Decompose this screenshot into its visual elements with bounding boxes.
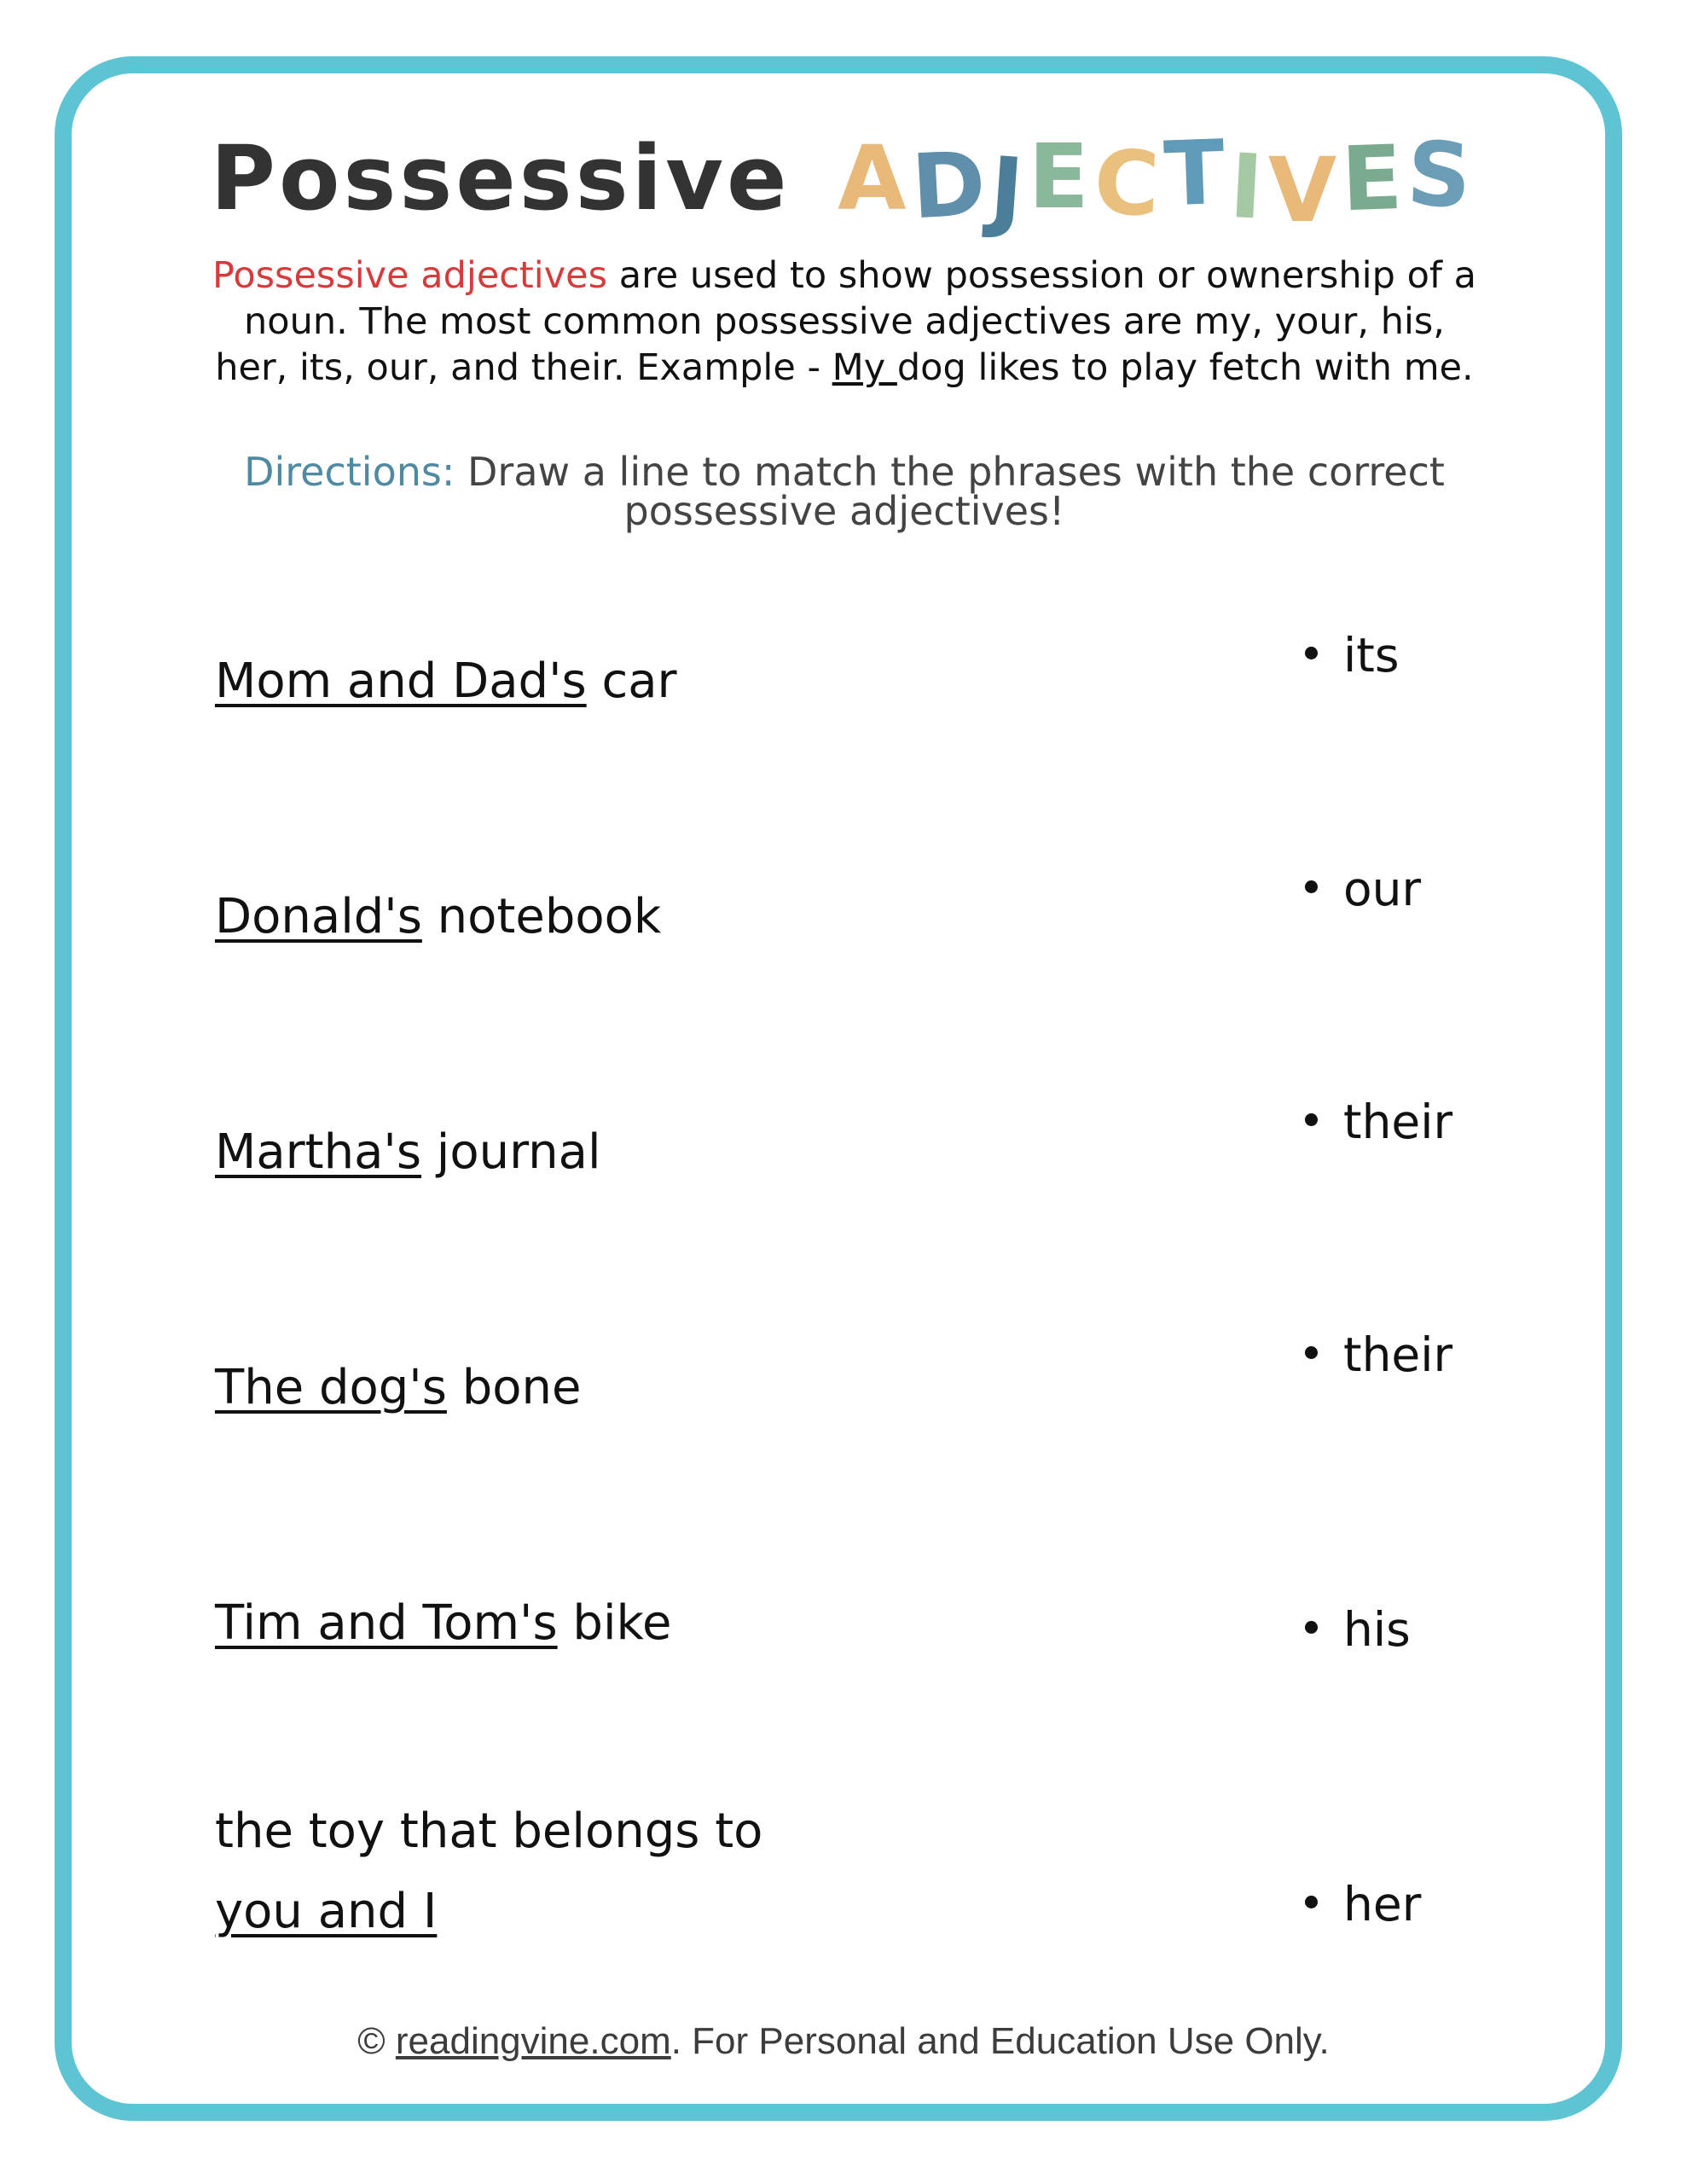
directions-text: Draw a line to match the phrases with the correct possessive adjectives! [455, 449, 1445, 534]
bullet-icon [1305, 1621, 1318, 1634]
intro-text: are used to show possession or ownership of a noun. The most common possessive adjectives are my, your, his, her, its, our, and their. Example - [215, 254, 1477, 389]
phrase-underlined: Donald's [215, 889, 422, 944]
phrase-item[interactable] [215, 877, 661, 957]
phrase-underlined: Martha's [215, 1124, 421, 1180]
directions-label: Directions: [244, 449, 455, 495]
phrase-item[interactable] [215, 1348, 581, 1428]
title-letter: S [1405, 120, 1480, 229]
answer-item[interactable] [1305, 1604, 1411, 1655]
title-letter: T [1162, 119, 1232, 227]
title-letter: I [1226, 133, 1271, 241]
answer-item[interactable] [1305, 863, 1421, 915]
phrase-underlined: Mom and Dad's [215, 653, 587, 709]
phrase-item[interactable] [215, 1112, 601, 1193]
title-letter: V [1267, 138, 1342, 242]
title-letter: E [1028, 125, 1094, 229]
title-letter: J [986, 136, 1032, 244]
bullet-icon [1305, 880, 1318, 893]
phrase-line1: the toy that belongs to [215, 1804, 763, 1859]
footer [0, 2020, 1687, 2063]
phrase-item[interactable] [215, 1583, 671, 1664]
copyright-symbol: © [357, 2020, 396, 2062]
answer-item[interactable] [1305, 1329, 1452, 1380]
bullet-icon [1305, 647, 1318, 659]
footer-site-link[interactable]: readingvine.com [395, 2020, 671, 2062]
answer-text: his [1343, 1602, 1411, 1657]
intro-example-underlined: My [832, 346, 897, 389]
intro-highlight: Possessive adjectives [212, 254, 608, 297]
answer-text: its [1343, 628, 1400, 682]
answer-item[interactable] [1305, 630, 1400, 681]
phrase-rest: bike [557, 1595, 672, 1651]
answer-text: her [1343, 1877, 1422, 1931]
phrase-item[interactable] [215, 642, 677, 722]
title-letter: A [838, 126, 912, 230]
phrase-underlined: Tim and Tom's [215, 1595, 558, 1651]
phrase-underlined: The dog's [215, 1360, 447, 1415]
title-word-possessive: Possessive [210, 126, 791, 230]
phrase-item[interactable] [215, 1792, 762, 1952]
answer-text: their [1343, 1095, 1453, 1149]
bullet-icon [1305, 1113, 1318, 1126]
directions [205, 449, 1484, 534]
answer-item[interactable] [1305, 1879, 1421, 1930]
title-letter: C [1092, 130, 1167, 237]
intro-paragraph [205, 253, 1484, 391]
phrase-rest: journal [421, 1124, 601, 1180]
answer-item[interactable] [1305, 1096, 1452, 1147]
answer-text: our [1343, 862, 1422, 916]
phrase-rest: notebook [421, 889, 662, 944]
phrase-rest: bone [446, 1360, 582, 1415]
bullet-icon [1305, 1346, 1318, 1359]
title-letter: D [908, 131, 994, 240]
title-letter: E [1340, 125, 1410, 232]
footer-text: . For Personal and Education Use Only. [670, 2020, 1330, 2062]
title-word-adjectives [838, 119, 1480, 244]
answer-text: their [1343, 1327, 1453, 1382]
page-title [0, 119, 1687, 244]
bullet-icon [1305, 1896, 1318, 1908]
phrase-underlined: you and I [215, 1884, 438, 1939]
intro-example-rest: dog likes to play fetch with me. [896, 346, 1474, 389]
phrase-rest: car [586, 653, 677, 709]
